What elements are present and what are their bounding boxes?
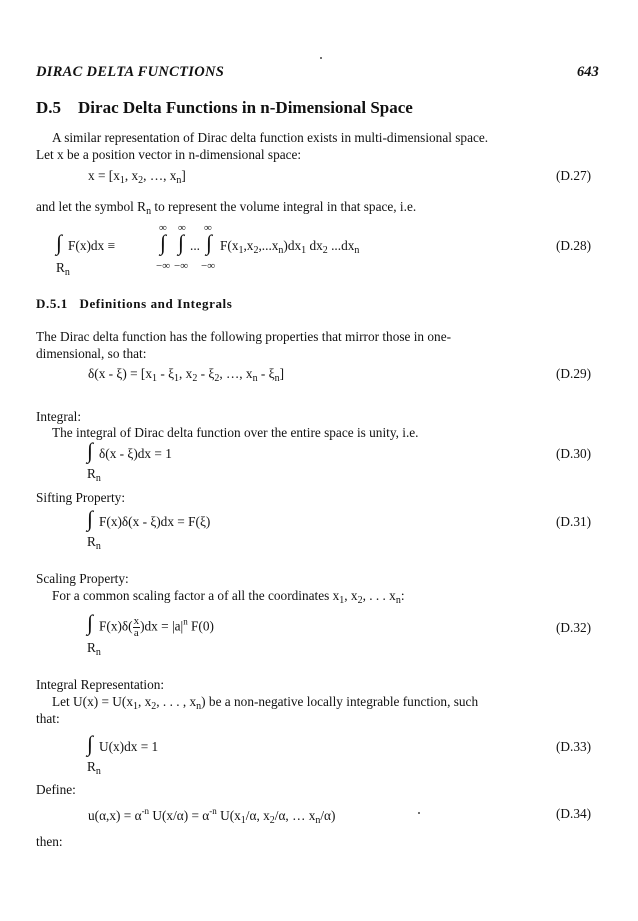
section-title: Dirac Delta Functions in n-Dimensional Space [78, 98, 413, 117]
equation-d34: $u(\alpha,x) = \alpha^{-n}$ $U(x/\alpha) = \alpha^{-n}$ $U(x_1/\alpha$, $x_2/\alpha$, … $x_n/\alpha$) [88, 806, 336, 826]
region-label: $R_n$ [87, 640, 101, 658]
equation-d32: ∫ F(x)δ( $\frac{x}{a}$ )$dx = |a|^n$ F(0) $R_n$ (D.32) [87, 610, 592, 658]
integral-representation-heading: Integral Representation: [36, 677, 165, 692]
define-heading: Define: [36, 782, 76, 797]
equation-d27: $x = [x_1$, $x_2$, …, $x_n$] [88, 168, 186, 186]
region-label: $R_n$ [56, 260, 70, 278]
integral-sign: ∫ [206, 230, 213, 255]
region-label: $R_n$ [87, 534, 101, 552]
equation-label-d28: (D.28) [556, 238, 592, 253]
paragraph-3-line-1: The Dirac delta function has the following properties that mirror those in one- [36, 329, 452, 344]
scaling-heading: Scaling Property: [36, 571, 129, 586]
equation-label-d29: (D.29) [556, 366, 592, 381]
integral-sign: ∫ [87, 506, 94, 531]
fraction-x-over-a: $\frac{x}{a}$ [133, 615, 140, 639]
equation-label-d31: (D.31) [556, 514, 592, 529]
subsection-number: D.5.1 [36, 296, 68, 311]
section-heading [36, 98, 413, 118]
sifting-heading: Sifting Property: [36, 490, 126, 505]
stray-mark [418, 812, 420, 814]
integral-sign: ∫ [178, 230, 185, 255]
equation-d31: ∫ F(x)δ(x - ξ)dx = F(ξ) $R_n$ (D.31) [87, 506, 592, 552]
integral-text: The integral of Dirac delta function over the entire space is unity, i.e. [52, 425, 419, 440]
integral-sign: ∫ [87, 610, 94, 635]
equation-d30: ∫ δ(x - ξ)dx = 1 $R_n$ (D.30) [87, 438, 592, 484]
subsection-heading [36, 296, 232, 312]
integral-sign: ∫ [160, 230, 167, 255]
scaling-text: For a common scaling factor a of all the coordinates $x_1$, $x_2$, . . . $x_n$: [52, 588, 405, 606]
subsection-title: Definitions and Integrals [79, 296, 233, 311]
paragraph-2: and let the symbol $R_n$ to represent the volume integral in that space, i.e. [36, 199, 417, 217]
region-label: $R_n$ [87, 759, 101, 777]
integral-representation-line-1: Let $U(x) = U(x_1$, $x_2$, . . . , $x_n$) be a non-negative locally integrable function, such [52, 694, 479, 712]
equation-label-d27: (D.27) [556, 168, 592, 183]
running-header-title: DIRAC DELTA FUNCTIONS [36, 64, 225, 80]
equation-label-d30: (D.30) [556, 446, 592, 461]
equation-d28: ∫ F(x)dx ≡ $R_n$ ∞ ∞ ∞ ∫ ∫ ... ∫ −∞ −∞ −∞ $F(x_1,x_2,...x_n)dx_1$ $dx_2$ $...dx_n$ (D.28) [56, 222, 592, 278]
integral-sign: ∫ [87, 731, 94, 756]
region-label: $R_n$ [87, 466, 101, 484]
equation-d33: ∫ U(x)dx = 1 $R_n$ (D.33) [87, 731, 592, 777]
equation-label-d34: (D.34) [556, 806, 592, 821]
equation-d29: $\delta(x - \xi) = [x_1 - \xi_1$, $x_2 - \xi_2$, …, $x_n - \xi_n$] [88, 366, 285, 384]
page-number: 643 [577, 64, 599, 80]
integral-sign: ∫ [56, 230, 63, 255]
integral-representation-line-2: that: [36, 711, 60, 726]
paragraph-1-line-1: A similar representation of Dirac delta function exists in multi-dimensional space. [52, 130, 489, 145]
integral-heading: Integral: [36, 409, 82, 424]
section-number: D.5 [36, 98, 62, 117]
integrand: $F(x_1,x_2,...x_n)dx_1$ $dx_2$ $...dx_n$ [220, 238, 360, 256]
equation-label-d32: (D.32) [556, 620, 592, 635]
paragraph-1-line-2: Let x be a position vector in n-dimensional space: [36, 147, 302, 162]
paragraph-3-line-2: dimensional, so that: [36, 346, 147, 361]
page-mark [320, 57, 322, 59]
then-text: then: [36, 834, 63, 849]
integral-sign: ∫ [87, 438, 94, 463]
equation-label-d33: (D.33) [556, 739, 592, 754]
